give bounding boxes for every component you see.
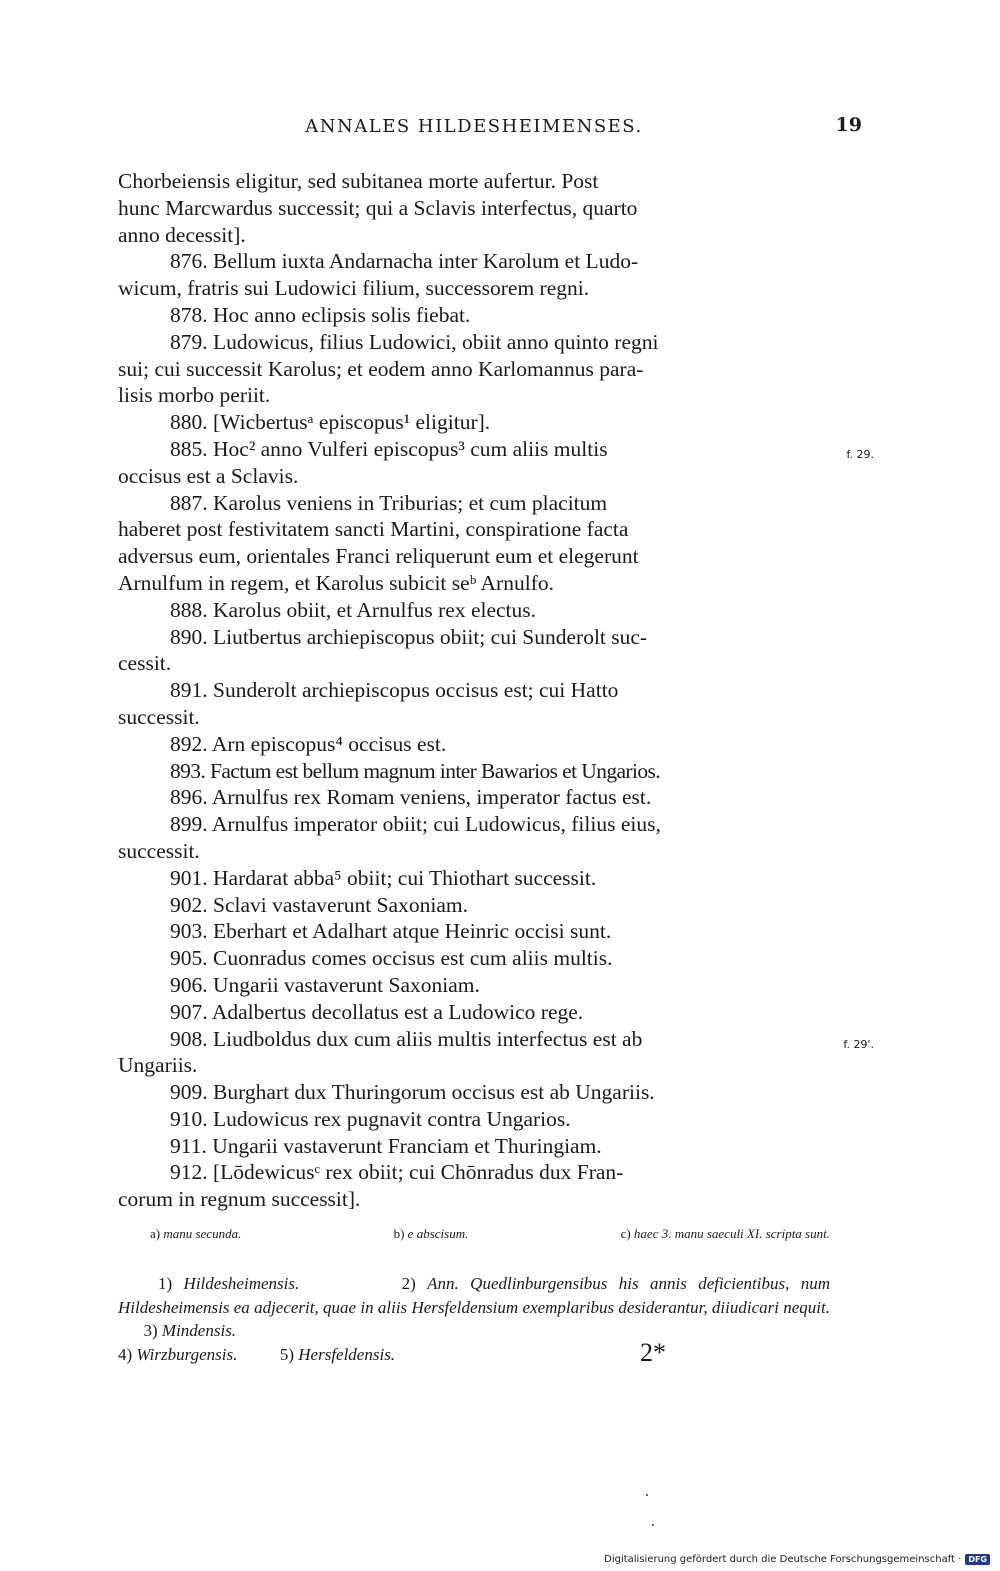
- text-line: 879. Ludowicus, filius Ludowici, obiit anno quinto regni: [170, 329, 659, 354]
- entry-888: [118, 597, 830, 624]
- footnote-2-label: 2): [401, 1274, 416, 1293]
- entry-893: [118, 758, 830, 785]
- text-line: 907. Adalbertus decollatus est a Ludowico rege.: [170, 999, 584, 1024]
- text-line: 910. Ludowicus rex pugnavit contra Ungarios.: [170, 1106, 571, 1131]
- text-line: 876. Bellum iuxta Andarnacha inter Karolum et Ludo-: [170, 249, 639, 274]
- text-line: 893. Factum est bellum magnum inter Bawarios et Ungarios.: [170, 758, 661, 783]
- note-text: e abscisum.: [407, 1226, 469, 1241]
- text-line: 902. Sclavi vastaverunt Saxoniam.: [170, 892, 468, 917]
- page-number: 19: [835, 114, 862, 136]
- entry-892: [118, 731, 830, 758]
- entry-910: [118, 1106, 830, 1133]
- entry-905: [118, 945, 830, 972]
- text-line: hunc Marcwardus successit; qui a Sclavis interfectus, quarto: [118, 195, 638, 220]
- digitization-footer: [604, 1554, 990, 1565]
- running-title: ANNALES HILDESHEIMENSES.: [305, 116, 643, 137]
- footnote-3-label: 3): [143, 1321, 158, 1340]
- text-line: Arnulfum in regem, et Karolus subicit seᵇ Arnulfo.: [118, 570, 554, 595]
- text-line: 903. Eberhart et Adalhart atque Heinric occisi sunt.: [170, 919, 612, 944]
- text-line: 911. Ungarii vastaverunt Franciam et Thuringiam.: [170, 1133, 602, 1158]
- text-line: occisus est a Sclavis.: [118, 463, 299, 488]
- text-line: 892. Arn episcopus⁴ occisus est.: [170, 731, 447, 756]
- text-line: lisis morbo periit.: [118, 383, 271, 408]
- text-line: anno decessit].: [118, 222, 246, 247]
- entry-continuation: [118, 168, 830, 248]
- entry-891: [118, 677, 830, 731]
- footer-text: Digitalisierung gefördert durch die Deutsche Forschungsgemeinschaft ·: [604, 1554, 962, 1565]
- entry-879: [118, 329, 830, 409]
- page-header: [118, 112, 862, 142]
- text-line: 896. Arnulfus rex Romam veniens, imperator factus est.: [170, 785, 652, 810]
- text-line: 908. Liudboldus dux cum aliis multis interfectus est ab: [170, 1026, 643, 1051]
- text-line: successit.: [118, 704, 200, 729]
- footnote-3-text: Mindensis.: [161, 1321, 237, 1340]
- text-line: sui; cui successit Karolus; et eodem anno Karlomannus para-: [118, 356, 644, 381]
- note-label: b): [393, 1226, 405, 1241]
- footnote-1-text: Hildesheimensis.: [183, 1274, 300, 1293]
- footnote-4-label: 4): [118, 1344, 133, 1364]
- text-line: Chorbeiensis eligitur, sed subitanea morte aufertur. Post: [118, 169, 599, 193]
- text-line: successit.: [118, 838, 200, 863]
- footnotes: [118, 1272, 830, 1366]
- text-line: 899. Arnulfus imperator obiit; cui Ludowicus, filius eius,: [170, 812, 661, 837]
- entry-878: [118, 302, 830, 329]
- footnote-block: [118, 1343, 830, 1367]
- text-line: cessit.: [118, 651, 172, 676]
- text-line: 887. Karolus veniens in Triburias; et cum placitum: [170, 490, 608, 515]
- entry-902: [118, 892, 830, 919]
- entry-907: [118, 999, 830, 1026]
- text-line: 901. Hardarat abba⁵ obiit; cui Thiothart successit.: [170, 865, 597, 890]
- textual-notes: [150, 1226, 830, 1242]
- signature-mark: 2*: [640, 1338, 666, 1367]
- text-line: 880. [Wicbertusᵃ episcopus¹ eligitur].: [170, 410, 491, 435]
- text-line: 891. Sunderolt archiepiscopus occisus est; cui Hatto: [170, 678, 619, 703]
- entry-887: [118, 490, 830, 597]
- footnote-4-text: Wirzburgensis.: [136, 1344, 238, 1364]
- folio-marker: f. 29'.: [843, 1037, 874, 1051]
- note-text: haec 3. manu saeculi XI. scripta sunt.: [633, 1226, 830, 1241]
- footnote-5-text: Hersfeldensis.: [298, 1344, 396, 1364]
- text-line: 890. Liutbertus archiepiscopus obiit; cui Sunderolt suc-: [170, 624, 648, 649]
- text-line: 906. Ungarii vastaverunt Saxoniam.: [170, 972, 480, 997]
- scan-speck: [646, 1494, 648, 1496]
- footnote-2-text: Ann. Quedlinburgensibus his annis deficientibus, num Hildesheimensis ea adjecerit, quae in aliis Hersfeldensium exemplaribus desiderantur, diiudicari nequit.: [118, 1274, 830, 1317]
- annals-text: [118, 168, 874, 1213]
- entry-908: [118, 1026, 874, 1080]
- note-b: [394, 1226, 469, 1242]
- text-line: adversus eum, orientales Franci reliquerunt eum et elegerunt: [118, 544, 639, 569]
- entry-901: [118, 865, 830, 892]
- entry-880: [118, 409, 830, 436]
- text-line: haberet post festivitatem sancti Martini, conspiratione facta: [118, 517, 629, 542]
- text-line: 912. [Lōdewicusᶜ rex obiit; cui Chōnradus dux Fran-: [170, 1160, 624, 1185]
- entry-903: [118, 918, 830, 945]
- entry-896: [118, 784, 830, 811]
- folio-marker: f. 29.: [846, 447, 874, 461]
- note-c: [621, 1226, 830, 1242]
- text-line: wicum, fratris sui Ludowici filium, successorem regni.: [118, 276, 590, 301]
- text-line: 905. Cuonradus comes occisus est cum aliis multis.: [170, 946, 613, 971]
- footnote-block: [118, 1272, 830, 1343]
- entry-885: [118, 436, 874, 490]
- text-line: 878. Hoc anno eclipsis solis fiebat.: [170, 302, 471, 327]
- text-line: Ungariis.: [118, 1053, 198, 1078]
- entry-909: [118, 1079, 830, 1106]
- text-line: 909. Burghart dux Thuringorum occisus est ab Ungariis.: [170, 1080, 655, 1105]
- note-a: [150, 1226, 241, 1242]
- entry-911: [118, 1133, 830, 1160]
- text-line: 888. Karolus obiit, et Arnulfus rex electus.: [170, 597, 537, 622]
- note-label: c): [620, 1226, 631, 1241]
- text-line: 885. Hoc² anno Vulferi episcopus³ cum aliis multis: [170, 436, 608, 461]
- footnote-5-label: 5): [279, 1344, 295, 1364]
- footnote-1-label: 1): [158, 1274, 173, 1293]
- entry-890: [118, 624, 830, 678]
- entry-912: [118, 1159, 830, 1213]
- scan-speck: [652, 1524, 654, 1526]
- text-line: corum in regnum successit].: [118, 1187, 361, 1212]
- entry-899: [118, 811, 830, 865]
- entry-906: [118, 972, 830, 999]
- entry-876: [118, 248, 830, 302]
- note-label: a): [150, 1226, 161, 1241]
- note-text: manu secunda.: [163, 1226, 242, 1241]
- dfg-logo-icon: DFG: [965, 1554, 990, 1565]
